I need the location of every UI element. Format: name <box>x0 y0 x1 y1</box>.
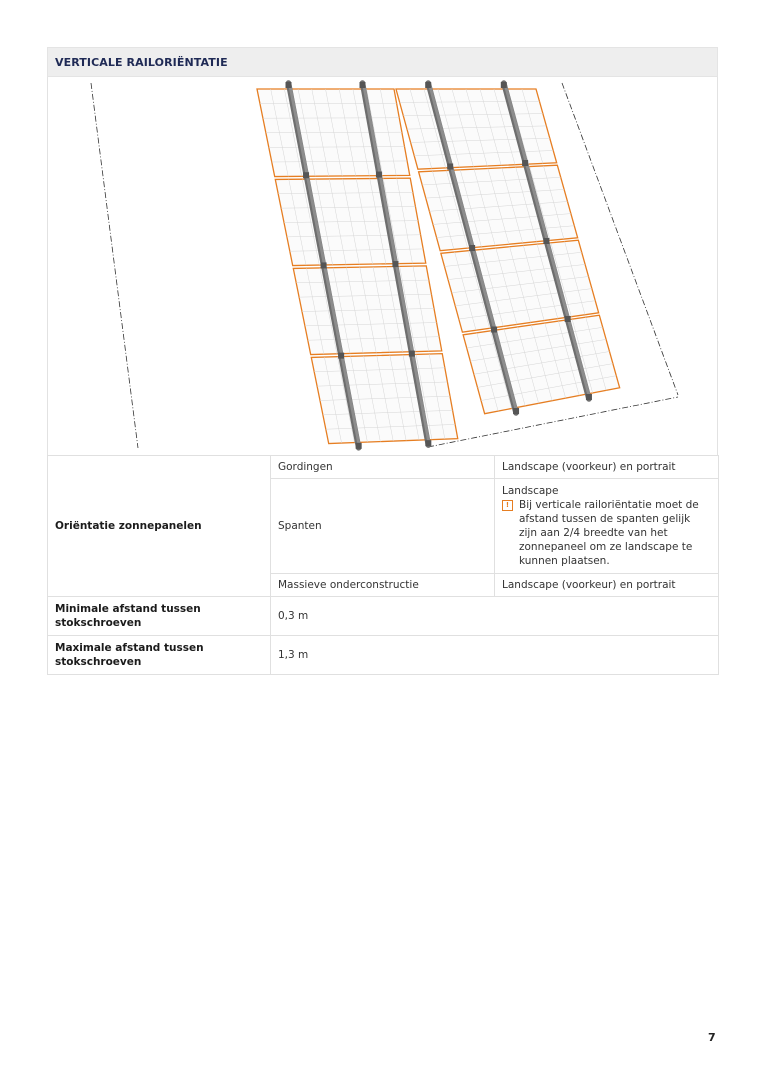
page-content <box>47 47 718 675</box>
solar-panel <box>463 315 620 413</box>
max-distance-value: 1,3 m <box>271 636 719 675</box>
solar-panel <box>311 354 457 444</box>
hanger-bolt <box>376 172 382 178</box>
hanger-bolt <box>392 261 398 267</box>
hanger-bolt <box>303 172 309 178</box>
hanger-bolt <box>359 82 365 88</box>
table-row <box>48 597 719 636</box>
orientation-label: Oriëntatie zonnepanelen <box>48 456 271 597</box>
support-type: Gordingen <box>271 456 495 479</box>
table-row <box>48 636 719 675</box>
hanger-bolt <box>425 82 431 88</box>
roof-edge-line <box>428 397 678 447</box>
support-type: Massieve onderconstructie <box>271 574 495 597</box>
hanger-bolt <box>469 245 475 251</box>
solar-panel <box>396 89 557 169</box>
specification-table <box>47 455 719 675</box>
hanger-bolt <box>501 82 507 88</box>
orientation-value-cell <box>495 479 719 574</box>
hanger-bolt <box>447 164 453 170</box>
support-type: Spanten <box>271 479 495 574</box>
hanger-bolt <box>543 238 549 244</box>
section-title: VERTICALE RAILORIËNTATIE <box>55 55 228 69</box>
hanger-bolt <box>409 351 415 357</box>
solar-panel-illustration <box>48 77 717 455</box>
hanger-bolt <box>321 262 327 268</box>
roof-edge-line <box>91 83 138 448</box>
max-distance-label: Maximale afstand tussen stokschroeven <box>48 636 271 675</box>
hanger-bolt <box>522 160 528 166</box>
hanger-bolt <box>286 82 292 88</box>
figure-container <box>47 77 718 455</box>
min-distance-label: Minimale afstand tussen stokschroeven <box>48 597 271 636</box>
orientation-value: Landscape (voorkeur) en portrait <box>495 574 719 597</box>
hanger-bolt <box>425 440 431 446</box>
solar-panel <box>293 266 441 355</box>
hanger-bolt <box>356 443 362 449</box>
section-header <box>47 47 718 77</box>
hanger-bolt <box>338 353 344 359</box>
warning-note-text: Bij verticale railoriëntatie moet de afstand tussen de spanten gelijk zijn aan 2/4 breedte van het zonnepaneel om ze landscape te kunnen plaatsen. <box>519 499 699 567</box>
orientation-value: Landscape (voorkeur) en portrait <box>495 456 719 479</box>
orientation-value: Landscape <box>502 485 559 497</box>
hanger-bolt <box>513 408 519 414</box>
page-number: 7 <box>708 1031 716 1044</box>
hanger-bolt <box>491 327 497 333</box>
warning-note <box>502 498 711 568</box>
hanger-bolt <box>565 316 571 322</box>
min-distance-value: 0,3 m <box>271 597 719 636</box>
solar-panel <box>275 178 425 265</box>
hanger-bolt <box>586 394 592 400</box>
table-row <box>48 456 719 479</box>
warning-icon: ! <box>502 500 513 511</box>
